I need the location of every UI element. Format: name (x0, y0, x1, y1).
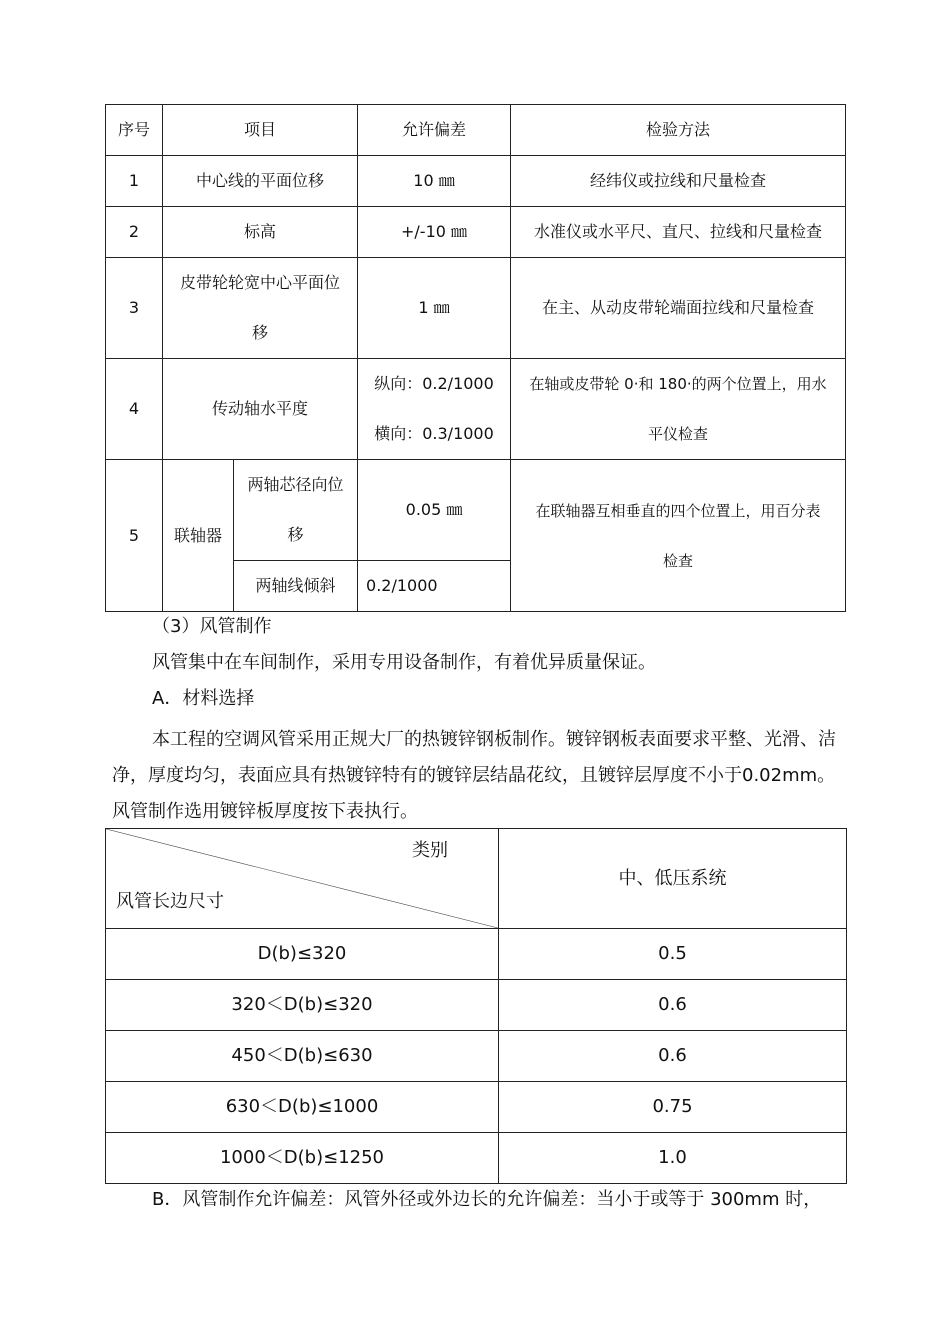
cell-subitem-line: 两轴芯径向位 (247, 475, 344, 494)
cell-subitem (234, 460, 358, 561)
table-header-row (106, 829, 847, 929)
paragraph: 风管集中在车间制作，采用专用设备制作，有着优异质量保证。 (152, 652, 656, 673)
cell-value: 0.75 (499, 1082, 847, 1133)
cell-method (511, 460, 846, 612)
cell-item-line: 移 (252, 323, 269, 342)
cell-tolerance: +/-10 ㎜ (358, 207, 511, 258)
cell-item: 传动轴水平度 (163, 359, 358, 460)
cell-size: 320＜D(b)≤320 (106, 980, 499, 1031)
diag-bottom-label: 风管长边尺寸 (116, 891, 224, 912)
table-row (106, 460, 846, 561)
cell-tolerance-line: 横向：0.3/1000 (374, 424, 494, 443)
cell-tolerance: 10 ㎜ (358, 156, 511, 207)
cell-no: 4 (106, 359, 163, 460)
table-header-row (106, 105, 846, 156)
table-row (106, 1082, 847, 1133)
cell-value: 0.5 (499, 929, 847, 980)
cell-item-line: 皮带轮轮宽中心平面位 (180, 273, 341, 292)
cell-method-line: 在轴或皮带轮 0·和 180·的两个位置上，用水 (529, 375, 827, 393)
paragraph: B．风管制作允许偏差：风管外径或外边长的允许偏差：当小于或等于 300mm 时， (152, 1189, 822, 1210)
header-cell: 检验方法 (511, 105, 846, 156)
thickness-table (105, 828, 847, 1184)
table-row (106, 929, 847, 980)
cell-item: 标高 (163, 207, 358, 258)
cell-size: 630＜D(b)≤1000 (106, 1082, 499, 1133)
cell-tolerance: 0.05 ㎜ (358, 460, 511, 561)
table-row (106, 156, 846, 207)
cell-no: 5 (106, 460, 163, 612)
cell-value: 0.6 (499, 1031, 847, 1082)
tolerance-table (105, 104, 846, 612)
cell-subitem: 两轴线倾斜 (234, 561, 358, 612)
cell-method: 在主、从动皮带轮端面拉线和尺量检查 (511, 258, 846, 359)
cell-tolerance-line: 纵向：0.2/1000 (374, 374, 494, 393)
header-cell: 中、低压系统 (499, 829, 847, 929)
table-row (106, 258, 846, 359)
cell-method-line: 检查 (663, 551, 694, 570)
diag-top-label: 类别 (412, 840, 448, 861)
cell-size: 450＜D(b)≤630 (106, 1031, 499, 1082)
cell-value: 1.0 (499, 1133, 847, 1184)
subsection-heading: A．材料选择 (152, 688, 255, 709)
cell-method: 经纬仪或拉线和尺量检查 (511, 156, 846, 207)
cell-method: 水准仪或水平尺、直尺、拉线和尺量检查 (511, 207, 846, 258)
cell-tolerance: 1 ㎜ (358, 258, 511, 359)
cell-subitem-line: 移 (287, 525, 304, 544)
header-cell: 项目 (163, 105, 358, 156)
table-row (106, 980, 847, 1031)
header-cell: 序号 (106, 105, 163, 156)
cell-item: 联轴器 (163, 460, 234, 612)
cell-no: 1 (106, 156, 163, 207)
table-row (106, 1133, 847, 1184)
cell-no: 2 (106, 207, 163, 258)
cell-method-line: 平仪检查 (648, 425, 709, 443)
table-row (106, 207, 846, 258)
cell-item: 中心线的平面位移 (163, 156, 358, 207)
diagonal-header-cell (106, 829, 499, 929)
cell-item (163, 258, 358, 359)
table-row (106, 1031, 847, 1082)
cell-size: D(b)≤320 (106, 929, 499, 980)
cell-tolerance: 0.2/1000 (358, 561, 511, 612)
paragraph: 本工程的空调风管采用正规大厂的热镀锌钢板制作。镀锌钢板表面要求平整、光滑、洁净，厚度均匀，表面应具有热镀锌特有的镀锌层结晶花纹，且镀锌层厚度不小于0.02mm。风管制作选用镀锌板厚度按下表执行。 (112, 729, 836, 822)
table-row (106, 359, 846, 460)
cell-size: 1000＜D(b)≤1250 (106, 1133, 499, 1184)
header-cell: 允许偏差 (358, 105, 511, 156)
cell-method-line: 在联轴器互相垂直的四个位置上，用百分表 (535, 501, 821, 520)
cell-value: 0.6 (499, 980, 847, 1031)
cell-no: 3 (106, 258, 163, 359)
cell-method (511, 359, 846, 460)
cell-tolerance (358, 359, 511, 460)
section-heading: （3）风管制作 (152, 616, 272, 637)
